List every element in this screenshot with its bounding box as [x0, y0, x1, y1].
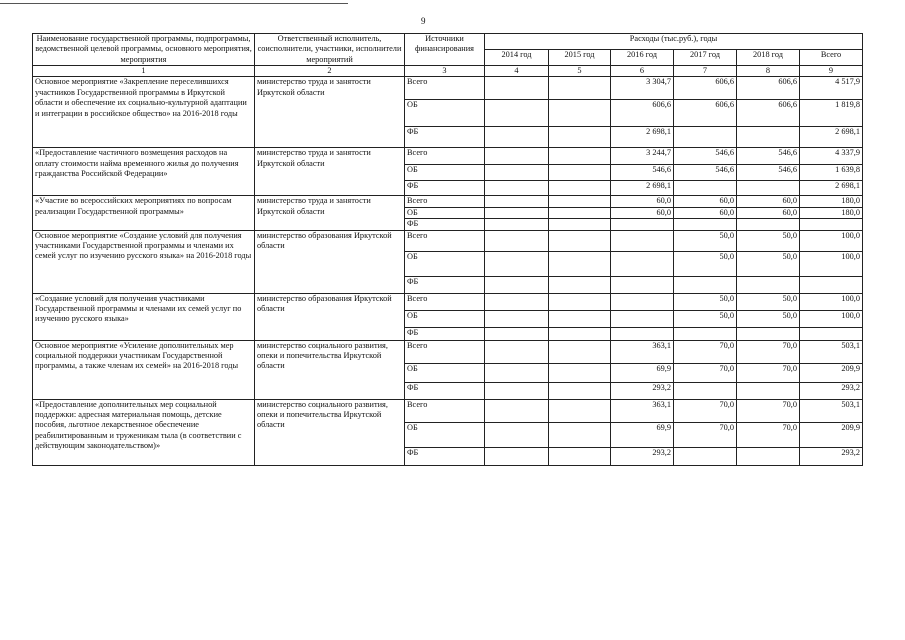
- amount-cell: [549, 251, 611, 276]
- header-sources: Источники финансирования: [405, 34, 485, 66]
- header-year: 2015 год: [549, 50, 611, 66]
- amount-cell: 60,0: [737, 207, 800, 218]
- total-amount: 100,0: [800, 251, 863, 276]
- column-index: 1: [33, 66, 255, 77]
- funding-source: ОБ: [405, 363, 485, 382]
- amount-cell: [485, 100, 549, 127]
- amount-cell: [485, 340, 549, 363]
- amount-cell: 606,6: [737, 100, 800, 127]
- total-amount: [800, 219, 863, 230]
- funding-source: ОБ: [405, 422, 485, 447]
- amount-cell: 70,0: [674, 340, 737, 363]
- activity-name: «Предоставление дополнительных мер социальной поддержки: адресная материальная помощь, детские пособия, льготное лекарственное обеспечение реабилитированным и труженикам тыла (в соответствии с действующим законодательством)»: [33, 399, 255, 465]
- amount-cell: 363,1: [611, 399, 674, 422]
- amount-cell: [485, 230, 549, 251]
- funding-source: ФБ: [405, 327, 485, 340]
- funding-source: Всего: [405, 293, 485, 310]
- amount-cell: 2 698,1: [611, 181, 674, 196]
- amount-cell: 50,0: [674, 251, 737, 276]
- table-row: [33, 340, 863, 363]
- amount-cell: [674, 219, 737, 230]
- total-amount: 4 517,9: [800, 77, 863, 100]
- amount-cell: [485, 382, 549, 399]
- amount-cell: [549, 327, 611, 340]
- amount-cell: [737, 276, 800, 293]
- amount-cell: 546,6: [737, 165, 800, 181]
- amount-cell: [674, 181, 737, 196]
- top-rule: [0, 3, 348, 4]
- amount-cell: 546,6: [611, 165, 674, 181]
- amount-cell: [737, 327, 800, 340]
- amount-cell: [674, 127, 737, 148]
- amount-cell: [549, 399, 611, 422]
- column-index: 7: [674, 66, 737, 77]
- amount-cell: [611, 230, 674, 251]
- amount-cell: 3 304,7: [611, 77, 674, 100]
- total-amount: 1 819,8: [800, 100, 863, 127]
- amount-cell: 70,0: [674, 399, 737, 422]
- amount-cell: [485, 148, 549, 165]
- amount-cell: 60,0: [737, 196, 800, 207]
- total-amount: 180,0: [800, 207, 863, 218]
- amount-cell: 70,0: [674, 363, 737, 382]
- column-index: 5: [549, 66, 611, 77]
- amount-cell: [549, 230, 611, 251]
- amount-cell: [549, 196, 611, 207]
- header-name: Наименование государственной программы, подпрограммы, ведомственной целевой программы, основного мероприятия, мероприятия: [33, 34, 255, 66]
- total-amount: 100,0: [800, 293, 863, 310]
- amount-cell: 50,0: [737, 230, 800, 251]
- header-year: 2018 год: [737, 50, 800, 66]
- funding-source: ОБ: [405, 207, 485, 218]
- funding-source: ФБ: [405, 276, 485, 293]
- activity-name: Основное мероприятие «Закрепление переселившихся участников Государственной программы в Иркутской области и обеспечение их социально-культурной адаптации и интеграции в российское общество» на 2016-2018 годы: [33, 77, 255, 148]
- amount-cell: [485, 293, 549, 310]
- amount-cell: 69,9: [611, 422, 674, 447]
- amount-cell: [485, 127, 549, 148]
- amount-cell: [485, 181, 549, 196]
- table-row: [33, 230, 863, 251]
- amount-cell: [549, 127, 611, 148]
- column-index: 3: [405, 66, 485, 77]
- amount-cell: 50,0: [737, 251, 800, 276]
- total-amount: 209,9: [800, 363, 863, 382]
- total-amount: 293,2: [800, 447, 863, 465]
- expenses-table: [32, 33, 863, 466]
- header-year: 2016 год: [611, 50, 674, 66]
- amount-cell: 293,2: [611, 382, 674, 399]
- amount-cell: [549, 181, 611, 196]
- activity-name: «Создание условий для получения участниками Государственной программы и членами их семей услуг по изучению русского языка»: [33, 293, 255, 340]
- table-row: [33, 148, 863, 165]
- total-amount: 100,0: [800, 230, 863, 251]
- total-amount: 4 337,9: [800, 148, 863, 165]
- header-year: 2014 год: [485, 50, 549, 66]
- amount-cell: [549, 207, 611, 218]
- amount-cell: 69,9: [611, 363, 674, 382]
- header-year: 2017 год: [674, 50, 737, 66]
- amount-cell: 50,0: [737, 310, 800, 327]
- column-index: 6: [611, 66, 674, 77]
- amount-cell: 3 244,7: [611, 148, 674, 165]
- amount-cell: [737, 382, 800, 399]
- amount-cell: [737, 127, 800, 148]
- amount-cell: 70,0: [737, 399, 800, 422]
- amount-cell: [549, 447, 611, 465]
- funding-source: ФБ: [405, 447, 485, 465]
- amount-cell: [485, 327, 549, 340]
- funding-source: Всего: [405, 77, 485, 100]
- header-expenses: Расходы (тыс.руб.), годы: [485, 34, 863, 50]
- activity-name: «Предоставление частичного возмещения расходов на оплату стоимости найма временного жилья до получения гражданства Российской Федерации»: [33, 148, 255, 196]
- amount-cell: 606,6: [674, 77, 737, 100]
- funding-source: ОБ: [405, 100, 485, 127]
- funding-source: ФБ: [405, 382, 485, 399]
- funding-source: ОБ: [405, 251, 485, 276]
- amount-cell: 70,0: [737, 422, 800, 447]
- amount-cell: 50,0: [674, 310, 737, 327]
- amount-cell: [549, 165, 611, 181]
- amount-cell: [549, 219, 611, 230]
- table-row: [33, 399, 863, 422]
- amount-cell: 70,0: [737, 363, 800, 382]
- funding-source: Всего: [405, 196, 485, 207]
- amount-cell: [549, 148, 611, 165]
- amount-cell: 60,0: [674, 196, 737, 207]
- amount-cell: 60,0: [611, 207, 674, 218]
- page-number: 9: [421, 16, 426, 26]
- funding-source: Всего: [405, 148, 485, 165]
- amount-cell: [485, 165, 549, 181]
- amount-cell: [549, 276, 611, 293]
- amount-cell: [485, 399, 549, 422]
- amount-cell: 363,1: [611, 340, 674, 363]
- amount-cell: [485, 310, 549, 327]
- funding-source: ОБ: [405, 310, 485, 327]
- responsible-executor: министерство труда и занятости Иркутской области: [255, 148, 405, 196]
- column-index: 4: [485, 66, 549, 77]
- table-row: [33, 77, 863, 100]
- column-index: 9: [800, 66, 863, 77]
- total-amount: 209,9: [800, 422, 863, 447]
- amount-cell: 546,6: [674, 148, 737, 165]
- funding-source: ФБ: [405, 127, 485, 148]
- amount-cell: [485, 196, 549, 207]
- amount-cell: [549, 77, 611, 100]
- amount-cell: [485, 251, 549, 276]
- header-executor: Ответственный исполнитель, соисполнители, участники, исполнители мероприятий: [255, 34, 405, 66]
- amount-cell: [737, 181, 800, 196]
- amount-cell: [674, 276, 737, 293]
- amount-cell: [485, 363, 549, 382]
- responsible-executor: министерство образования Иркутской области: [255, 293, 405, 340]
- amount-cell: 606,6: [737, 77, 800, 100]
- amount-cell: [549, 382, 611, 399]
- funding-source: Всего: [405, 340, 485, 363]
- funding-source: ФБ: [405, 181, 485, 196]
- amount-cell: [611, 276, 674, 293]
- amount-cell: 546,6: [674, 165, 737, 181]
- amount-cell: [485, 276, 549, 293]
- amount-cell: [611, 251, 674, 276]
- amount-cell: [549, 363, 611, 382]
- header-total: Всего: [800, 50, 863, 66]
- activity-name: «Участие во всероссийских мероприятиях по вопросам реализации Государственной программы»: [33, 196, 255, 230]
- column-index: 2: [255, 66, 405, 77]
- amount-cell: 2 698,1: [611, 127, 674, 148]
- total-amount: 180,0: [800, 196, 863, 207]
- amount-cell: [674, 327, 737, 340]
- amount-cell: 70,0: [674, 422, 737, 447]
- amount-cell: [674, 447, 737, 465]
- total-amount: 2 698,1: [800, 127, 863, 148]
- amount-cell: [737, 219, 800, 230]
- amount-cell: [674, 382, 737, 399]
- amount-cell: 606,6: [611, 100, 674, 127]
- amount-cell: 50,0: [674, 230, 737, 251]
- total-amount: 503,1: [800, 399, 863, 422]
- column-index: 8: [737, 66, 800, 77]
- amount-cell: [549, 340, 611, 363]
- amount-cell: [485, 447, 549, 465]
- responsible-executor: министерство социального развития, опеки и попечительства Иркутской области: [255, 399, 405, 465]
- total-amount: 2 698,1: [800, 181, 863, 196]
- amount-cell: 50,0: [737, 293, 800, 310]
- responsible-executor: министерство труда и занятости Иркутской области: [255, 196, 405, 230]
- amount-cell: [611, 219, 674, 230]
- funding-source: Всего: [405, 399, 485, 422]
- table-row: [33, 293, 863, 310]
- table-row: [33, 196, 863, 207]
- amount-cell: 546,6: [737, 148, 800, 165]
- activity-name: Основное мероприятие «Создание условий для получения участниками Государственной программы и членами их семей услуг по изучению русского языка» на 2016-2018 годы: [33, 230, 255, 293]
- total-amount: 100,0: [800, 310, 863, 327]
- amount-cell: 50,0: [674, 293, 737, 310]
- amount-cell: 606,6: [674, 100, 737, 127]
- amount-cell: [611, 293, 674, 310]
- amount-cell: [549, 100, 611, 127]
- total-amount: 1 639,8: [800, 165, 863, 181]
- funding-source: ФБ: [405, 219, 485, 230]
- total-amount: 293,2: [800, 382, 863, 399]
- amount-cell: 293,2: [611, 447, 674, 465]
- amount-cell: [549, 310, 611, 327]
- responsible-executor: министерство социального развития, опеки и попечительства Иркутской области: [255, 340, 405, 399]
- amount-cell: [737, 447, 800, 465]
- amount-cell: 60,0: [611, 196, 674, 207]
- amount-cell: [485, 207, 549, 218]
- amount-cell: [611, 327, 674, 340]
- funding-source: ОБ: [405, 165, 485, 181]
- responsible-executor: министерство труда и занятости Иркутской области: [255, 77, 405, 148]
- amount-cell: [485, 77, 549, 100]
- funding-source: Всего: [405, 230, 485, 251]
- responsible-executor: министерство образования Иркутской области: [255, 230, 405, 293]
- activity-name: Основное мероприятие «Усиление дополнительных мер социальной поддержки участникам Государственной программы, а также членам их семей» на 2016-2018 годы: [33, 340, 255, 399]
- amount-cell: [485, 422, 549, 447]
- total-amount: [800, 327, 863, 340]
- amount-cell: [611, 310, 674, 327]
- amount-cell: 60,0: [674, 207, 737, 218]
- amount-cell: [485, 219, 549, 230]
- amount-cell: [549, 293, 611, 310]
- total-amount: [800, 276, 863, 293]
- amount-cell: 70,0: [737, 340, 800, 363]
- total-amount: 503,1: [800, 340, 863, 363]
- amount-cell: [549, 422, 611, 447]
